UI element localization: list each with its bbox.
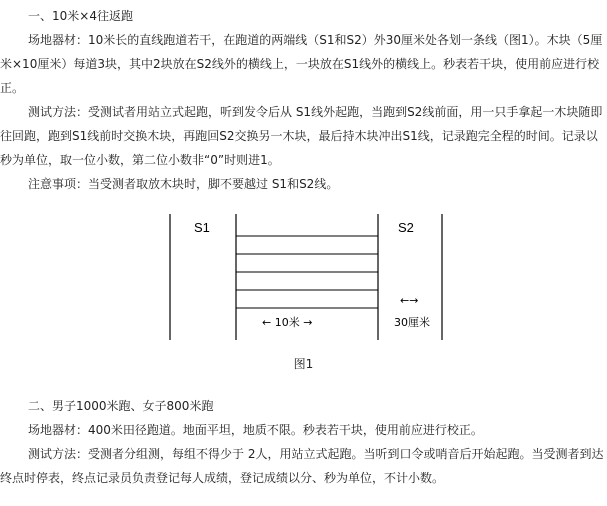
label-s2: S2 [398,220,414,235]
section1-title: 一、10米×4往返跑 [28,9,133,23]
label-margin: 30厘米 [394,316,430,329]
section1-equipment-paragraph: 场地器材：10米长的直线跑道若干，在跑道的两端线（S1和S2）外30厘米处各划一条线（图1）。木块（5厘米×10厘米）每道3块，其中2块放在S2线外的横线上，一块放在S1线外的横线上。秒表若干块，使用前应进行校正。 [0,33,603,95]
label-length: ← 10米 → [262,316,313,329]
section1-notes-paragraph: 注意事项：当受测者取放木块时，脚不要越过 S1和S2线。 [28,177,339,191]
figure-caption: 图1 [293,357,314,371]
section2-method-paragraph: 测试方法：受测者分组测，每组不得少于 2人，用站立式起跑。当听到口令或哨音后开始起跑。当受测者到达终点时停表，终点记录员负责登记每人成绩，登记成绩以分、秒为单位，不计小数。 [0,447,604,485]
label-margin-arrow: ←→ [400,294,419,307]
label-s1: S1 [194,220,210,235]
shuttle-run-diagram [150,208,470,348]
section1-method-paragraph: 测试方法：受测试者用站立式起跑，听到发令后从 S1线外起跑，当跑到S2线前面，用一只手拿起一木块随即往回跑，跑到S1线前时交换木块，再跑回S2交换另一木块，最后持木块冲出S1线，记录跑完全程的时间。记录以秒为单位，取一位小数，第二位小数非“0”时则进1。 [0,105,603,167]
section2-venue-paragraph: 场地器材：400米田径跑道。地面平坦，地质不限。秒表若干块，使用前应进行校正。 [28,423,483,437]
section2-title: 二、男子1000米跑、女子800米跑 [28,399,214,413]
